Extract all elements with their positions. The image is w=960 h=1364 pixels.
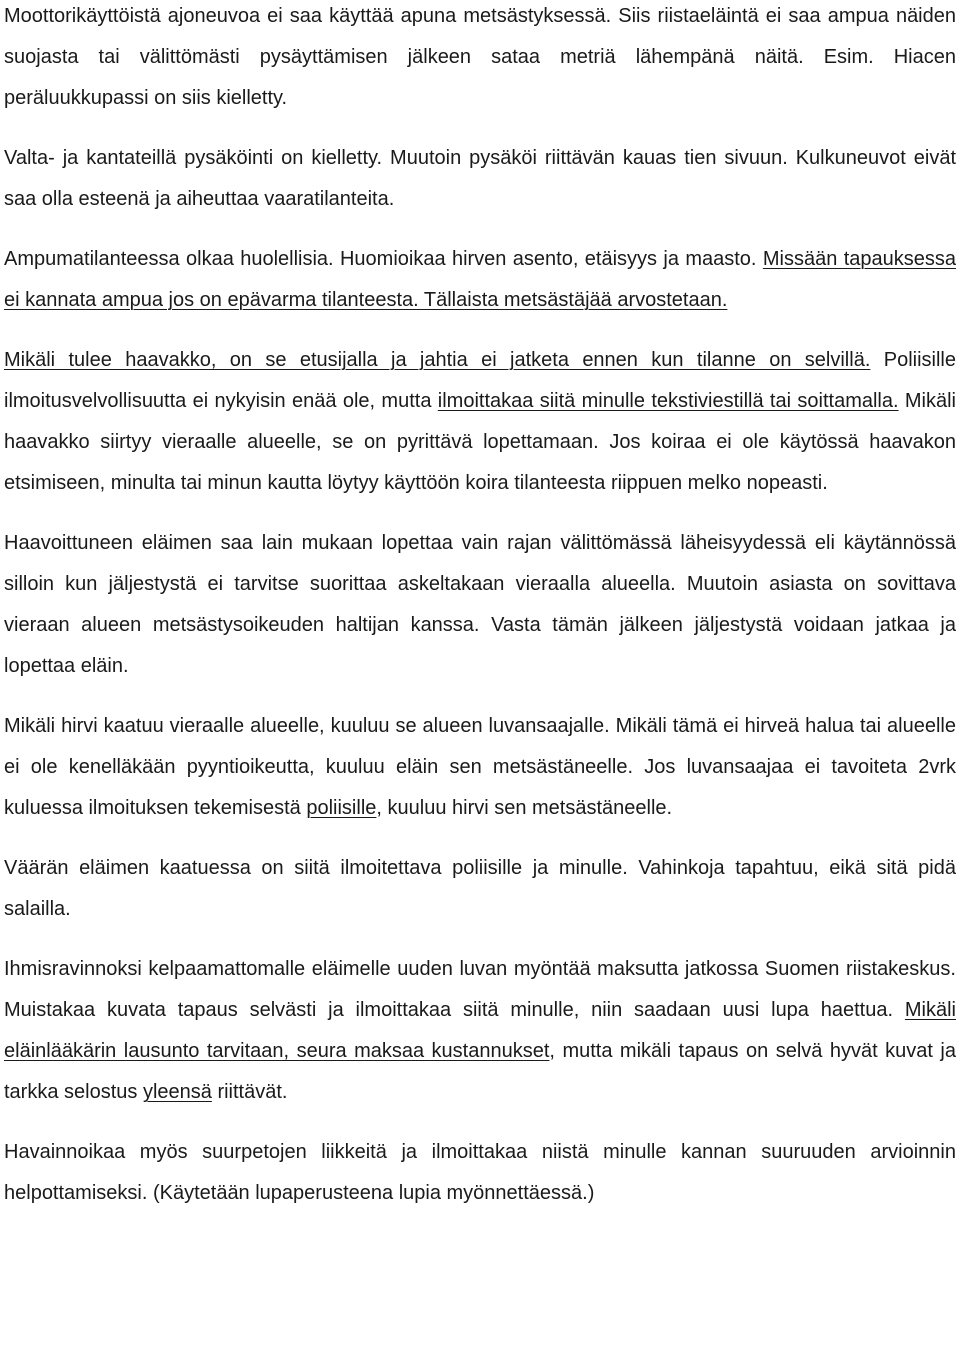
paragraph-text: riittävät. bbox=[211, 1081, 288, 1103]
paragraph-text: Mikäli haavakko siirtyy vieraalle alueelle, se on pyrittävä lopettamaan. Jos koiraa ei ole käytössä haavakon etsimiseen, minulta tai minun kautta löytyy käyttöön koira tilanteesta riippuen melko nopeasti. bbox=[4, 390, 956, 494]
underlined-text: poliisille bbox=[306, 797, 377, 819]
underlined-text: Mikäli tulee haavakko, on se etusijalla ja jahtia ei jatketa ennen kun tilanne on selvillä. bbox=[4, 349, 871, 371]
underlined-text: yleensä bbox=[142, 1081, 212, 1103]
underlined-text: Mikäli eläinlääkärin lausunto tarvitaan, seura maksaa kustannukset bbox=[4, 999, 956, 1062]
paragraph-parking bbox=[4, 138, 956, 220]
paragraph-text: Ampumatilanteessa olkaa huolellisia. Huomioikaa hirven asento, etäisyys ja maasto. bbox=[4, 248, 763, 270]
underlined-text: Missään tapauksessa ei kannata ampua jos on epävarma tilanteesta. Tällaista metsästäjää arvostetaan. bbox=[4, 248, 957, 311]
paragraph-text: Valta- ja kantateillä pysäköinti on kielletty. Muutoin pysäköi riittävän kauas tien sivuun. Kulkuneuvot eivät saa olla esteenä ja aiheuttaa vaaratilanteita. bbox=[4, 147, 956, 210]
paragraph-text: Poliisille ilmoitusvelvollisuutta ei nykyisin enää ole, mutta bbox=[4, 349, 956, 412]
paragraph-wrong-animal bbox=[4, 848, 956, 930]
paragraph-shooting-situation bbox=[4, 239, 956, 321]
paragraph-text: Haavoittuneen eläimen saa lain mukaan lopettaa vain rajan välittömässä läheisyydessä eli käytännössä silloin kun jäljestystä ei tarvitse suorittaa askeltakaan vieraalla alueella. Muutoin asiasta on sovittava vieraan alueen metsästysoikeuden haltijan kanssa. Vasta tämän jälkeen jäljestystä voidaan jatkaa ja lopettaa eläin. bbox=[4, 532, 956, 677]
paragraph-text: , mutta mikäli tapaus on selvä hyvät kuvat ja tarkka selostus bbox=[4, 1040, 956, 1103]
underlined-text: ilmoittakaa siitä minulle tekstiviestillä tai soittamalla. bbox=[437, 390, 899, 412]
paragraph-inedible-animal bbox=[4, 949, 956, 1113]
paragraph-neighbor-area bbox=[4, 706, 956, 829]
paragraph-text: Ihmisravinnoksi kelpaamattomalle eläimelle uuden luvan myöntää maksutta jatkossa Suomen riistakeskus. Muistakaa kuvata tapaus selvästi ja ilmoittakaa siitä minulle, niin saadaan uusi lupa haettua. bbox=[4, 958, 956, 1021]
paragraph-vehicles bbox=[4, 0, 956, 119]
paragraph-text: Havainnoikaa myös suurpetojen liikkeitä ja ilmoittakaa niistä minulle kannan suuruuden arvioinnin helpottamiseksi. (Käytetään lupaperusteena lupia myönnettäessä.) bbox=[4, 1141, 956, 1204]
paragraph-border-rule bbox=[4, 523, 956, 687]
paragraph-large-predators bbox=[4, 1132, 956, 1214]
paragraph-text: , kuuluu hirvi sen metsästäneelle. bbox=[376, 797, 673, 819]
document-page bbox=[4, 0, 956, 1214]
paragraph-text: Moottorikäyttöistä ajoneuvoa ei saa käyttää apuna metsästyksessä. Siis riistaeläintä ei saa ampua näiden suojasta tai välittömästi pysäyttämisen jälkeen sataa metriä lähempänä näitä. Esim. Hiacen peräluukkupassi on siis kielletty. bbox=[4, 5, 956, 109]
paragraph-wounded-animal bbox=[4, 340, 956, 504]
paragraph-text: Väärän eläimen kaatuessa on siitä ilmoitettava poliisille ja minulle. Vahinkoja tapahtuu, eikä sitä pidä salailla. bbox=[4, 857, 956, 920]
paragraph-text: Mikäli hirvi kaatuu vieraalle alueelle, kuuluu se alueen luvansaajalle. Mikäli tämä ei hirveä halua tai alueelle ei ole kenelläkään pyyntioikeutta, kuuluu eläin sen metsästäneelle. Jos luvansaajaa ei tavoiteta 2vrk kuluessa ilmoituksen tekemisestä bbox=[4, 715, 956, 819]
